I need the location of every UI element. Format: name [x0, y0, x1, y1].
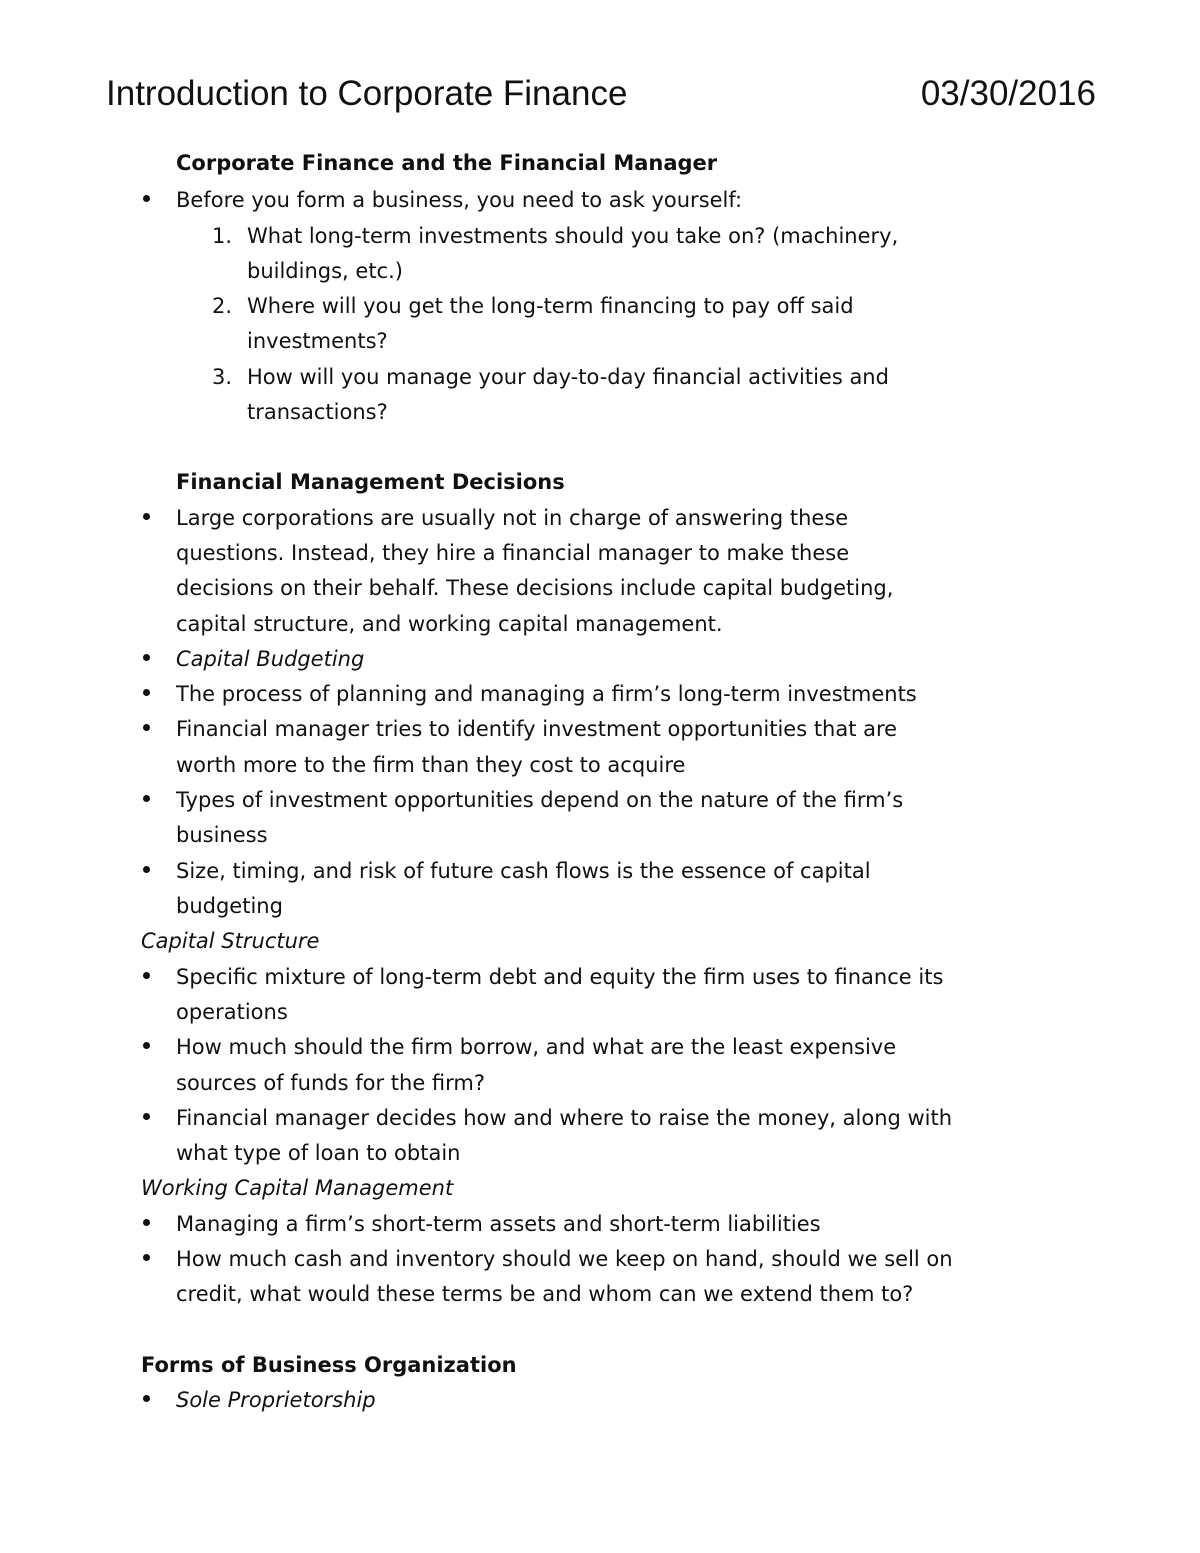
list-number: 1.	[212, 224, 233, 248]
bullet-text: worth more to the firm than they cost to acquire	[176, 753, 686, 777]
bullet-text: business	[176, 823, 268, 847]
bullet-text: The process of planning and managing a firm’s long-term investments	[176, 682, 917, 706]
bullet-icon	[143, 1395, 150, 1402]
list-item-text: buildings, etc.)	[247, 259, 403, 283]
bullet-text: Size, timing, and risk of future cash flows is the essence of capital	[176, 859, 871, 883]
subheading-working-capital-management: Working Capital Management	[141, 1176, 454, 1200]
section-heading-forms-of-business: Forms of Business Organization	[141, 1353, 517, 1377]
list-item-text: transactions?	[247, 400, 388, 424]
paragraph-line: decisions on their behalf. These decisions include capital budgeting,	[176, 576, 894, 600]
bullet-text: sources of funds for the firm?	[176, 1071, 486, 1095]
bullet-icon	[143, 795, 150, 802]
bullet-text: Financial manager decides how and where to raise the money, along with	[176, 1106, 953, 1130]
list-item-text: What long-term investments should you take on? (machinery,	[247, 224, 899, 248]
bullet-text: budgeting	[176, 894, 283, 918]
list-item-text: How will you manage your day-to-day financial activities and	[247, 365, 889, 389]
bullet-icon	[143, 689, 150, 696]
bullet-icon	[143, 513, 150, 520]
list-number: 2.	[212, 294, 233, 318]
bullet-text: How much should the firm borrow, and what are the least expensive	[176, 1035, 897, 1059]
bullet-text: credit, what would these terms be and whom can we extend them to?	[176, 1282, 914, 1306]
bullet-text: what type of loan to obtain	[176, 1141, 461, 1165]
bullet-text: Managing a firm’s short-term assets and short-term liabilities	[176, 1212, 821, 1236]
list-number: 3.	[212, 365, 233, 389]
bullet-text: Financial manager tries to identify investment opportunities that are	[176, 717, 898, 741]
paragraph-line: capital structure, and working capital management.	[176, 612, 723, 636]
subheading-capital-budgeting: Capital Budgeting	[176, 647, 365, 671]
bullet-icon	[143, 1219, 150, 1226]
paragraph-line: questions. Instead, they hire a financial manager to make these	[176, 541, 850, 565]
section-heading-corporate-finance: Corporate Finance and the Financial Manager	[176, 151, 718, 175]
paragraph-line: Large corporations are usually not in charge of answering these	[176, 506, 849, 530]
document-title	[106, 70, 1096, 120]
bullet-icon	[143, 1113, 150, 1120]
bullet-text: Types of investment opportunities depend on the nature of the firm’s	[176, 788, 904, 812]
bullet-icon	[143, 972, 150, 979]
section-heading-financial-management-decisions: Financial Management Decisions	[176, 470, 565, 494]
document-date: 03/30/2016	[920, 74, 1096, 113]
bullet-text: Before you form a business, you need to ask yourself:	[176, 188, 743, 212]
title-text: Introduction to Corporate Finance	[106, 74, 628, 113]
list-item-text: investments?	[247, 329, 388, 353]
bullet-icon	[143, 866, 150, 873]
bullet-icon	[143, 724, 150, 731]
bullet-text: How much cash and inventory should we keep on hand, should we sell on	[176, 1247, 953, 1271]
bullet-icon	[143, 195, 150, 202]
bullet-text: operations	[176, 1000, 288, 1024]
bullet-icon	[143, 1254, 150, 1261]
bullet-icon	[143, 1042, 150, 1049]
bullet-icon	[143, 654, 150, 661]
list-item-text: Where will you get the long-term financing to pay off said	[247, 294, 854, 318]
bullet-text: Specific mixture of long-term debt and equity the firm uses to finance its	[176, 965, 944, 989]
bullet-text: Sole Proprietorship	[176, 1388, 376, 1412]
subheading-capital-structure: Capital Structure	[141, 929, 320, 953]
